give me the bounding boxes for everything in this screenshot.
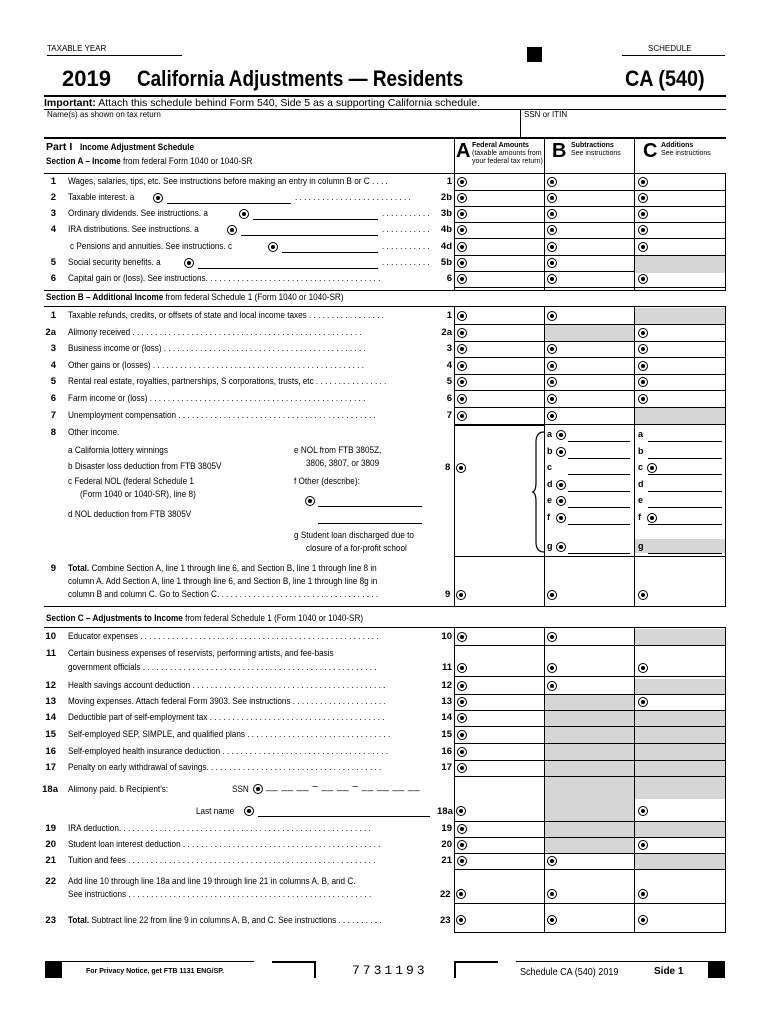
line-22-col-b-input[interactable] [547, 889, 557, 899]
line-number: 11 [45, 648, 56, 659]
section-c-line-label: Health savings account deduction . . . . . . . . . . . . . . . . . . . . . . . . . . . . . . . . . . . . . . . . . . . [68, 680, 386, 691]
col-b-input[interactable] [547, 209, 557, 219]
box-number: 2a [441, 327, 452, 338]
col-a-input[interactable] [457, 394, 467, 404]
registration-mark [45, 961, 62, 978]
sub-letter-c: c [638, 462, 644, 472]
line-22-label-cont: See instructions . . . . . . . . . . . . . . . . . . . . . . . . . . . . . . . . . . . . . . . . . . . . . . . . . . . . . . [68, 889, 372, 900]
line-22-col-c-input[interactable] [638, 889, 648, 899]
box-number: 7 [446, 410, 452, 421]
box-number: 14 [441, 712, 452, 723]
line-number: 3 [50, 343, 56, 354]
line-22-box-number: 22 [440, 889, 451, 900]
col-c-input[interactable] [638, 394, 648, 404]
line-8-label: Other income. [68, 427, 120, 438]
line-number: 4 [50, 224, 56, 235]
line-number: 5 [50, 376, 56, 387]
line-8-sub-col-c-input[interactable] [647, 513, 657, 523]
line-8-sub-col-b-input[interactable] [556, 542, 566, 552]
brace-icon [532, 430, 546, 555]
line-number: 10 [45, 631, 56, 642]
col-c-input[interactable] [638, 344, 648, 354]
section-c-heading: Section C – Adjustments to Income from federal Schedule 1 (Form 1040 or 1040-SR) [46, 613, 364, 624]
section-c-line-label: Certain business expenses of reservists, performing artists, and fee-basis [68, 648, 334, 659]
tax-year: 2019 [62, 66, 111, 91]
sub-letter-b: a [547, 429, 553, 439]
col-b-input[interactable] [547, 344, 557, 354]
sub-letter-c: g [638, 541, 644, 551]
col-a-input[interactable] [457, 411, 467, 421]
sub-letter-b: g [547, 541, 553, 551]
line-number: 14 [45, 712, 56, 723]
line-number: 6 [50, 393, 56, 404]
box-number: 4 [446, 360, 452, 371]
section-a-line-label: c Pensions and annuities. See instructions. c [70, 241, 233, 252]
sub-letter-b: d [547, 479, 553, 489]
line-23-col-c-input[interactable] [638, 915, 648, 925]
col-a-input[interactable] [457, 193, 467, 203]
col-a-input[interactable] [457, 274, 467, 284]
line-8-sub-col-b-input[interactable] [556, 496, 566, 506]
inline-amount-input[interactable] [268, 242, 278, 252]
sub-letter-c: e [638, 495, 644, 505]
leader-dots: . . . . . . . . . . . [382, 257, 430, 268]
col-a-input[interactable] [457, 225, 467, 235]
col-a-input[interactable] [457, 824, 467, 834]
section-c-line-label: Moving expenses. Attach federal Form 3903. See instructions . . . . . . . . . . . . . . . . . . . . . [68, 696, 386, 707]
col-c-input[interactable] [638, 209, 648, 219]
column-c-header: Additions See instructions [661, 142, 711, 157]
col-c-input[interactable] [638, 225, 648, 235]
line-18a-label: Alimony paid. b Recipient's: [68, 784, 169, 795]
col-c-input[interactable] [638, 274, 648, 284]
part1-heading: Part I Income Adjustment Schedule [46, 141, 195, 153]
leader-dots: . . . . . . . . . . . [382, 224, 430, 235]
sub-letter-c: d [638, 479, 644, 489]
section-b-line-label: Rental real estate, royalties, partnerships, S corporations, trusts, etc . . . . . . . . . . . . . . . . [68, 376, 387, 387]
section-c-line-label: Penalty on early withdrawal of savings. . . . . . . . . . . . . . . . . . . . . . . . . . . . . . . . . . . . . . . [68, 762, 382, 773]
section-b-line-label: Unemployment compensation . . . . . . . . . . . . . . . . . . . . . . . . . . . . . . . . . . . . . . . . . . . . [68, 410, 376, 421]
last-name-label: Last name [196, 806, 235, 817]
section-c-line-label: Self-employed health insurance deduction . . . . . . . . . . . . . . . . . . . . . . . . . . . . . . . . . . . . . [68, 746, 389, 757]
section-a-line-label: Wages, salaries, tips, etc. See instructions before making an entry in column B or C . . . . [68, 176, 388, 187]
line-number: 16 [45, 746, 56, 757]
line-8c-label: c Federal NOL (federal Schedule 1 [68, 476, 194, 487]
line-23-label: Total. Subtract line 22 from line 9 in columns A, B, and C. See instructions . . . . . . . . . . [68, 915, 382, 926]
ssn-recipient-label: SSN [232, 784, 249, 795]
col-a-input[interactable] [457, 242, 467, 252]
column-a-header: Federal Amounts (taxable amounts from your federal tax return) [472, 142, 543, 165]
column-a-letter: A [456, 140, 471, 162]
col-b-input[interactable] [547, 681, 557, 691]
line-22-label: Add line 10 through line 18a and line 19 through line 21 in columns A, B, and C. [68, 876, 356, 887]
section-b-line-label: Farm income or (loss) . . . . . . . . . . . . . . . . . . . . . . . . . . . . . . . . . . . . . . . . . . . . . . . . [68, 393, 366, 404]
box-number: 19 [441, 823, 452, 834]
section-a-line-label: Ordinary dividends. See instructions. a [68, 208, 208, 219]
name-field[interactable] [47, 121, 517, 135]
line-8g-label: g Student loan discharged due to [294, 530, 414, 541]
col-b-input[interactable] [547, 856, 557, 866]
col-a-input[interactable] [457, 663, 467, 673]
line-number: 1 [50, 176, 56, 187]
line-8e-label-cont: 3806, 3807, or 3809 [306, 458, 380, 469]
line-9-col-b-input[interactable] [547, 590, 557, 600]
col-c-input[interactable] [638, 328, 648, 338]
box-number: 1 [446, 176, 452, 187]
box-number: 4b [440, 224, 452, 235]
line-8-sub-col-b-input[interactable] [556, 480, 566, 490]
line-8c-label-cont: (Form 1040 or 1040-SR), line 8) [80, 489, 196, 500]
line-23-col-b-input[interactable] [547, 915, 557, 925]
section-b-heading: Section B – Additional Income from federal Schedule 1 (Form 1040 or 1040-SR) [46, 292, 344, 303]
important-note: Important: Attach this schedule behind Form 540, Side 5 as a supporting California schedule. [44, 97, 480, 109]
line-18a-col-a-input[interactable] [456, 806, 466, 816]
line-number: 2 [50, 192, 56, 203]
section-c-line-label: Student loan interest deduction . . . . . . . . . . . . . . . . . . . . . . . . . . . . . . . . . . . . . . . . . . . . [68, 839, 381, 850]
box-number: 15 [441, 729, 452, 740]
footer-schedule: Schedule CA (540) 2019 [520, 966, 619, 978]
box-number: 11 [441, 662, 452, 673]
name-label: Name(s) as shown on tax return [47, 110, 161, 119]
line-8-sub-col-c-input[interactable] [647, 463, 657, 473]
col-b-input[interactable] [547, 361, 557, 371]
col-b-input[interactable] [547, 663, 557, 673]
col-a-input[interactable] [457, 681, 467, 691]
box-number: 10 [441, 631, 452, 642]
col-a-input[interactable] [457, 840, 467, 850]
line-18a-col-c-input[interactable] [638, 806, 648, 816]
column-b-header: Subtractions See instructions [571, 142, 621, 157]
line-23-col-a-input[interactable] [456, 915, 466, 925]
section-a-line-label: Taxable interest. a [68, 192, 135, 203]
line-23-box-number: 23 [440, 915, 451, 926]
line-9-box-number: 9 [445, 589, 451, 600]
box-number: 12 [441, 680, 452, 691]
line-8a-label: a California lottery winnings [68, 445, 168, 456]
box-number: 5 [446, 376, 452, 387]
line-number: 6 [50, 273, 56, 284]
inline-amount-input[interactable] [184, 258, 194, 268]
sub-letter-b: c [547, 462, 553, 472]
line-number: 19 [45, 823, 56, 834]
recipient-last-name-input[interactable] [244, 806, 254, 816]
line-number: 12 [45, 680, 56, 691]
inline-amount-input[interactable] [227, 225, 237, 235]
line-number: 5 [50, 257, 56, 268]
box-number: 17 [441, 762, 452, 773]
line-9-label-cont2: column B and column C. Go to Section C. . . . . . . . . . . . . . . . . . . . . . . . . . . . . . . . . . . . [68, 589, 379, 600]
box-number: 13 [441, 696, 452, 707]
inline-amount-input[interactable] [239, 209, 249, 219]
col-b-input[interactable] [547, 411, 557, 421]
recipient-ssn-input[interactable] [253, 784, 263, 794]
leader-dots: . . . . . . . . . . . . . . . . . . . . . . . . . . [295, 192, 411, 203]
section-b-line-label: Alimony received . . . . . . . . . . . . . . . . . . . . . . . . . . . . . . . . . . . . . . . . . . . . . . . . . . . [68, 327, 362, 338]
line-9-label-cont: column A. Add Section A, line 1 through line 6, and Section B, line 1 through line 8g in [68, 576, 378, 587]
col-c-input[interactable] [638, 663, 648, 673]
col-b-input[interactable] [547, 225, 557, 235]
col-b-input[interactable] [547, 274, 557, 284]
section-b-line-label: Other gains or (losses) . . . . . . . . . . . . . . . . . . . . . . . . . . . . . . . . . . . . . . . . . . . . . . . [68, 360, 365, 371]
col-a-input[interactable] [457, 258, 467, 268]
col-a-input[interactable] [457, 328, 467, 338]
corner-mark [272, 961, 316, 978]
line-number: 7 [50, 410, 56, 421]
line-number: 4 [50, 360, 56, 371]
registration-mark [708, 961, 725, 978]
leader-dots: . . . . . . . . . . . [382, 241, 430, 252]
box-number: 3b [440, 208, 452, 219]
col-c-input[interactable] [638, 840, 648, 850]
section-b-line-label: Taxable refunds, credits, or offsets of state and local income taxes . . . . . . . . . . . . . . . . . [68, 310, 384, 321]
col-c-input[interactable] [638, 242, 648, 252]
line-number: 2a [45, 327, 56, 338]
col-b-input[interactable] [547, 177, 557, 187]
col-a-input[interactable] [457, 377, 467, 387]
col-a-input[interactable] [457, 856, 467, 866]
line-number: 20 [45, 839, 56, 850]
col-b-input[interactable] [547, 394, 557, 404]
col-c-input[interactable] [638, 361, 648, 371]
line-number: 1 [50, 310, 56, 321]
inline-amount-input[interactable] [153, 193, 163, 203]
box-number: 2b [440, 192, 452, 203]
col-a-input[interactable] [457, 311, 467, 321]
line-9-col-c-input[interactable] [638, 590, 648, 600]
ssn-label: SSN or ITIN [524, 110, 568, 119]
line-number: 23 [45, 915, 56, 926]
section-c-line-label: IRA deduction. . . . . . . . . . . . . . . . . . . . . . . . . . . . . . . . . . . . . . . . . . . . . . . . . . . . . . . . [68, 823, 371, 834]
box-number: 16 [441, 746, 452, 757]
line-8-sub-col-b-input[interactable] [556, 447, 566, 457]
schedule-label: SCHEDULE [648, 44, 692, 53]
line-18a-box-number: 18a [437, 806, 453, 817]
page-title: California Adjustments — Residents [137, 66, 464, 91]
line-8-col-a-input[interactable] [456, 463, 466, 473]
leader-dots: . . . . . . . . . . . [382, 208, 430, 219]
line-9-label: Total. Combine Section A, line 1 through line 6, and Section B, line 1 through line 8 in [68, 563, 377, 574]
registration-mark [527, 47, 542, 62]
line-8-sub-col-b-input[interactable] [556, 513, 566, 523]
section-c-line-label: Self-employed SEP, SIMPLE, and qualified plans . . . . . . . . . . . . . . . . . . . . . . . . . . . . . . . . [68, 729, 391, 740]
corner-mark [454, 961, 498, 978]
line-8d-label: d NOL deduction from FTB 3805V [68, 509, 192, 520]
taxable-year-label: TAXABLE YEAR [47, 44, 107, 53]
col-b-input[interactable] [547, 632, 557, 642]
box-number: 6 [446, 273, 452, 284]
col-a-input[interactable] [457, 747, 467, 757]
sub-letter-c: a [638, 429, 644, 439]
col-a-input[interactable] [457, 730, 467, 740]
section-c-line-label: government officials . . . . . . . . . . . . . . . . . . . . . . . . . . . . . . . . . . . . . . . . . . . . . . . . . . . . [68, 662, 377, 673]
col-b-input[interactable] [547, 377, 557, 387]
box-number: 21 [441, 855, 452, 866]
line-8e-label: e NOL from FTB 3805Z, [294, 445, 382, 456]
col-b-input[interactable] [547, 258, 557, 268]
line-number: 22 [45, 876, 56, 887]
line-number: 9 [50, 563, 56, 574]
col-a-input[interactable] [457, 209, 467, 219]
box-number: 1 [446, 310, 452, 321]
form-id: CA (540) [625, 66, 705, 91]
box-number: 5b [440, 257, 452, 268]
line-number: 21 [45, 855, 56, 866]
col-a-input[interactable] [457, 713, 467, 723]
col-a-input[interactable] [457, 344, 467, 354]
col-a-input[interactable] [457, 177, 467, 187]
box-number: 6 [446, 393, 452, 404]
col-b-input[interactable] [547, 311, 557, 321]
section-a-line-label: Capital gain or (loss). See instructions. . . . . . . . . . . . . . . . . . . . . . . . . . . . . . . . . . . . . . . [68, 273, 381, 284]
ssn-field[interactable] [524, 121, 724, 135]
sub-letter-c: b [638, 446, 644, 456]
col-c-input[interactable] [638, 177, 648, 187]
column-b-letter: B [552, 140, 567, 162]
line-number: 8 [50, 427, 56, 438]
line-number: 18a [42, 784, 58, 795]
footer-side: Side 1 [654, 966, 684, 977]
form-code: 7731193 [352, 963, 428, 978]
col-a-input[interactable] [457, 632, 467, 642]
col-a-input[interactable] [457, 697, 467, 707]
column-c-letter: C [643, 140, 658, 162]
col-c-input[interactable] [638, 377, 648, 387]
col-a-input[interactable] [457, 763, 467, 773]
sub-letter-b: b [547, 446, 553, 456]
section-a-line-label: IRA distributions. See instructions. a [68, 224, 199, 235]
line-9-col-a-input[interactable] [456, 590, 466, 600]
ssn-mask: __ __ __ – __ __ – __ __ __ __ [266, 781, 421, 792]
line-8-box-number: 8 [445, 462, 451, 473]
col-a-input[interactable] [457, 361, 467, 371]
section-a-heading: Section A – Income from federal Form 1040 or 1040-SR [46, 156, 253, 167]
section-c-line-label: Tuition and fees . . . . . . . . . . . . . . . . . . . . . . . . . . . . . . . . . . . . . . . . . . . . . . . . . . . . . . . [68, 855, 376, 866]
line-8f-label: f Other (describe): [294, 476, 360, 487]
line-number: 15 [45, 729, 56, 740]
section-b-line-label: Business income or (loss) . . . . . . . . . . . . . . . . . . . . . . . . . . . . . . . . . . . . . . . . . . . . . [68, 343, 366, 354]
privacy-notice: For Privacy Notice, get FTB 1131 ENG/SP. [86, 968, 224, 975]
section-c-line-label: Educator expenses . . . . . . . . . . . . . . . . . . . . . . . . . . . . . . . . . . . . . . . . . . . . . . . . . . . . . [68, 631, 379, 642]
sub-letter-c: f [638, 512, 641, 522]
col-b-input[interactable] [547, 242, 557, 252]
line-8g-label-cont: closure of a for-profit school [306, 543, 407, 554]
section-c-line-label: Deductible part of self-employment tax . . . . . . . . . . . . . . . . . . . . . . . . . . . . . . . . . . . . . . . [68, 712, 385, 723]
line-22-col-a-input[interactable] [456, 889, 466, 899]
sub-letter-b: e [547, 495, 553, 505]
col-c-input[interactable] [638, 697, 648, 707]
box-number: 20 [441, 839, 452, 850]
line-number: 17 [45, 762, 56, 773]
line-8f-describe-field[interactable] [305, 496, 315, 506]
line-8-sub-col-b-input[interactable] [556, 430, 566, 440]
sub-letter-b: f [547, 512, 550, 522]
line-8b-label: b Disaster loss deduction from FTB 3805V [68, 461, 222, 472]
col-c-input[interactable] [638, 193, 648, 203]
section-a-line-label: Social security benefits. a [68, 257, 161, 268]
box-number: 3 [446, 343, 452, 354]
col-b-input[interactable] [547, 193, 557, 203]
box-number: 4d [440, 241, 452, 252]
line-number: 13 [45, 696, 56, 707]
line-number: 3 [50, 208, 56, 219]
